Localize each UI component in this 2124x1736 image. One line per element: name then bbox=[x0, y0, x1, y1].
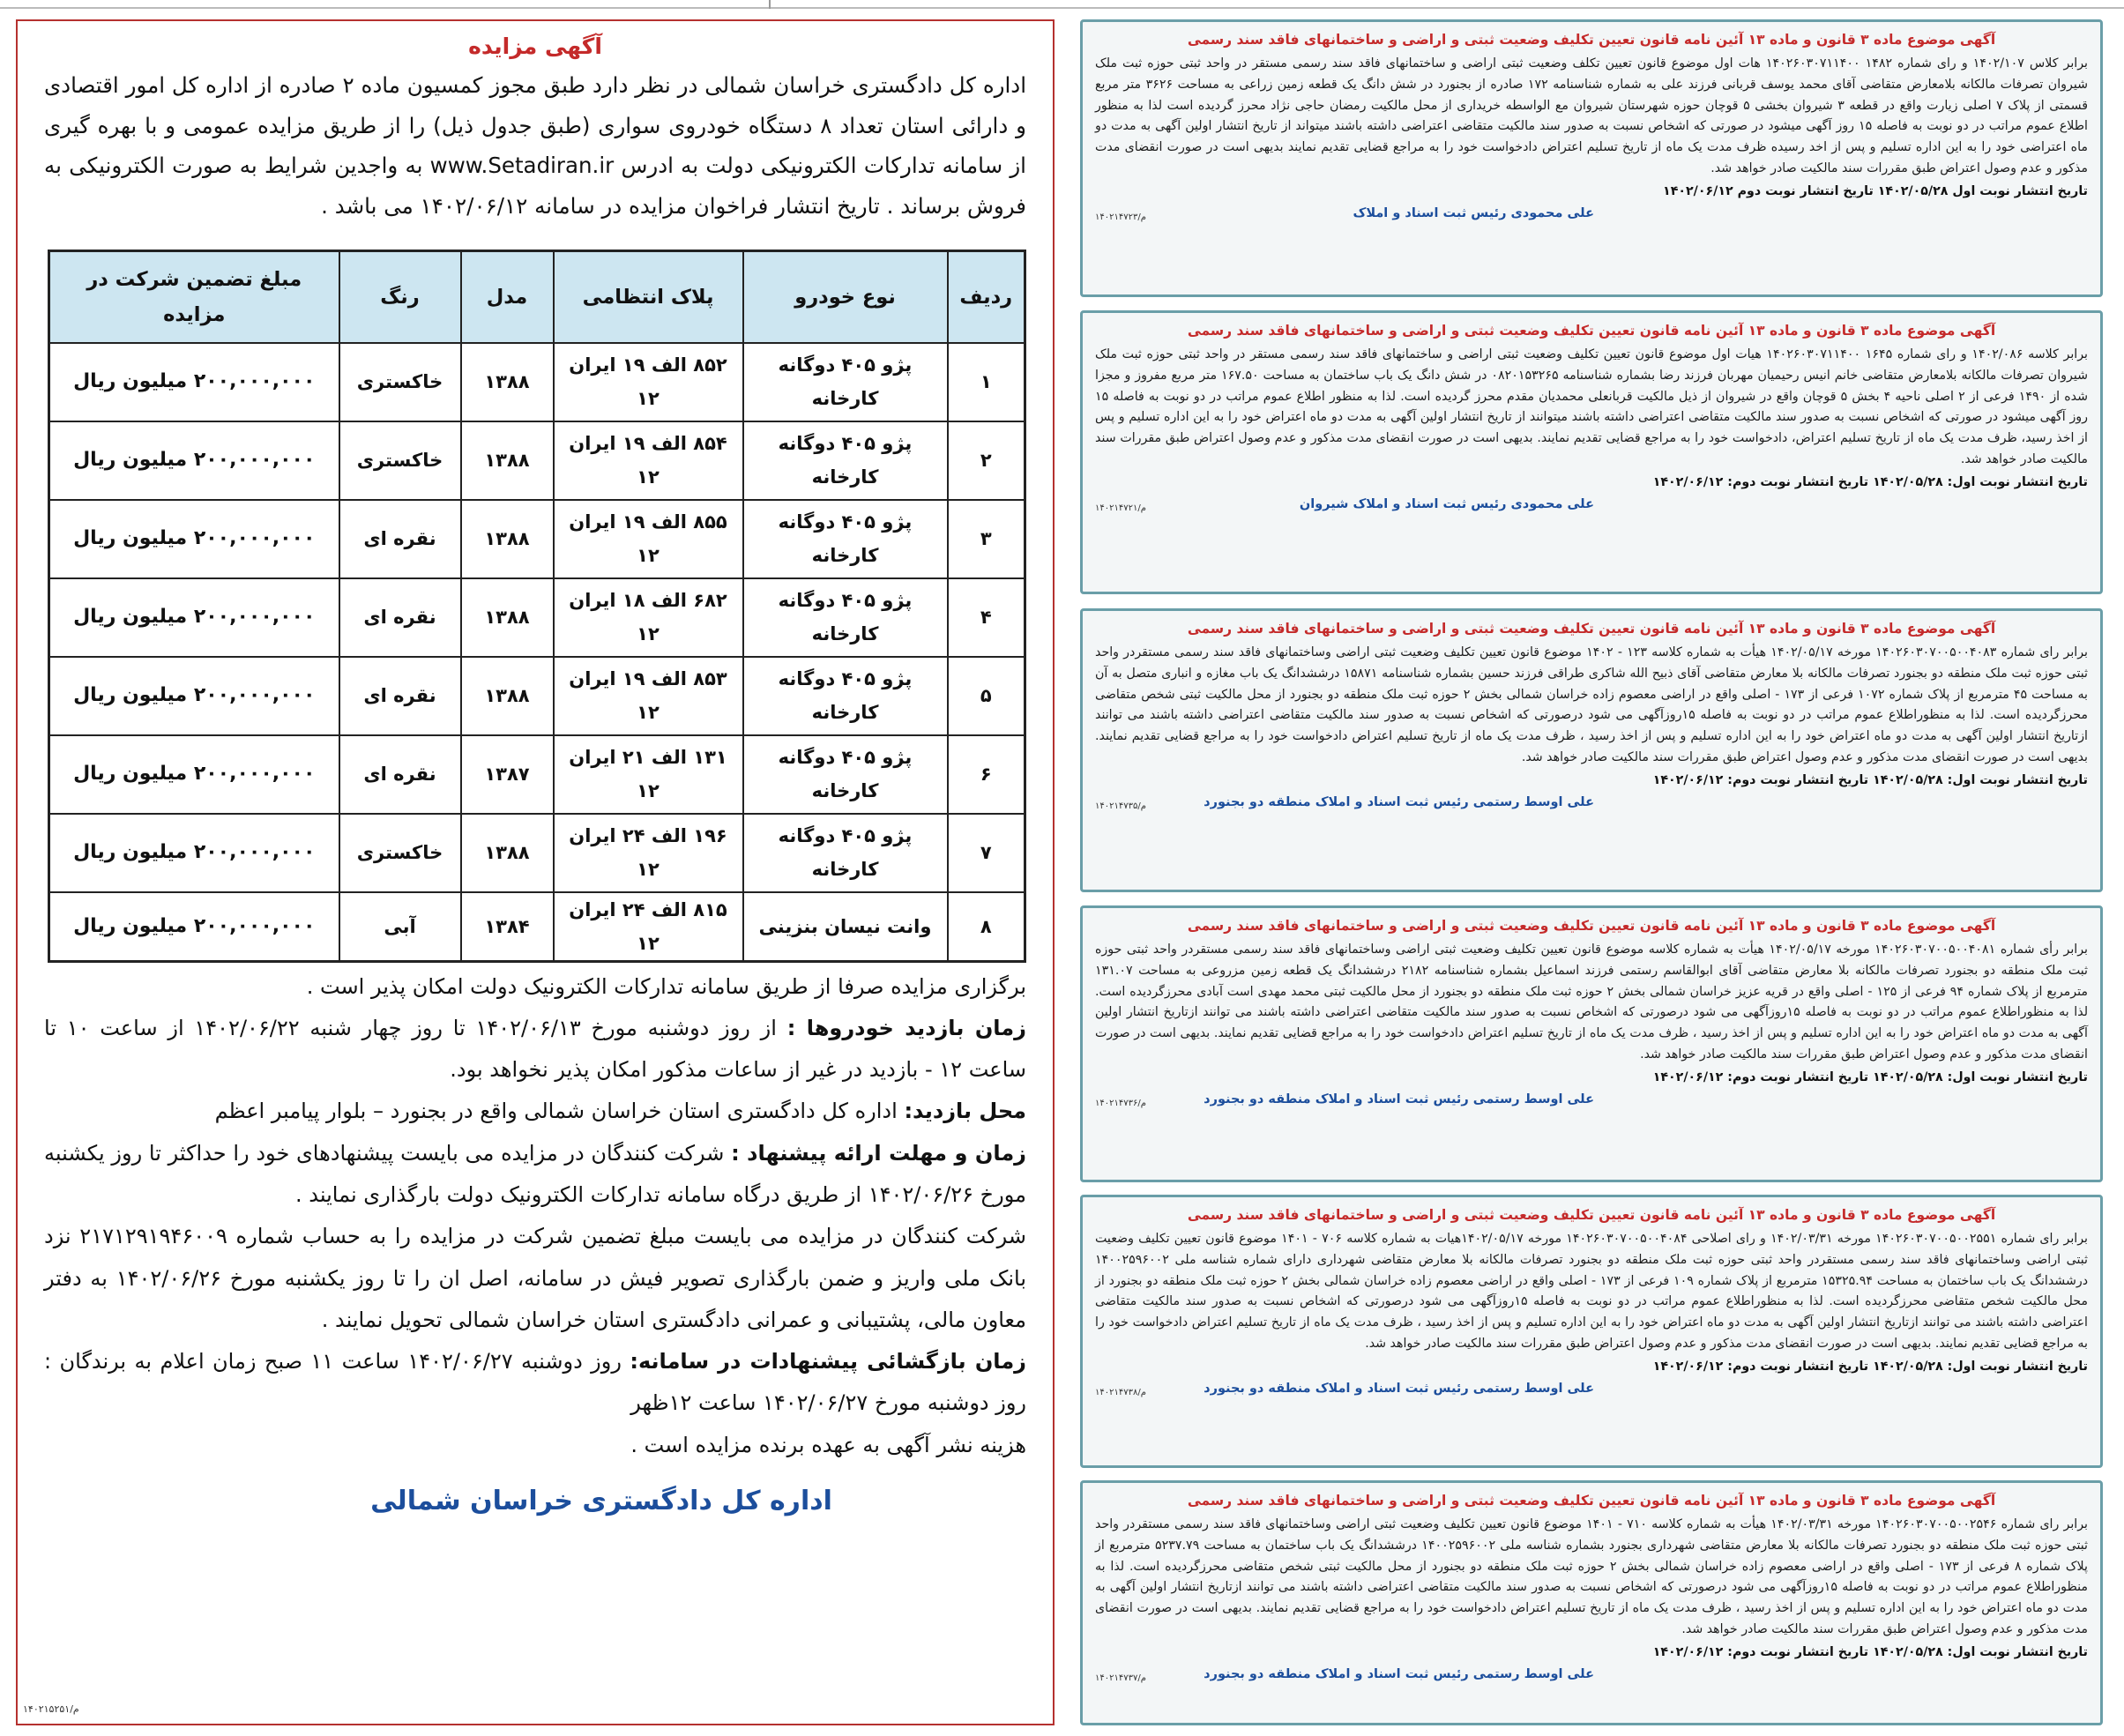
notice-title: آگهی موضوع ماده ۳ قانون و ماده ۱۳ آئین نامه قانون تعیین تکلیف وضعیت ثبتی و اراضی و ساختمانهای فاقد سند رسمی bbox=[1187, 918, 1996, 934]
notice-code: م/۱۴۰۲۱۴۷۳۵ bbox=[1095, 801, 1146, 811]
cell-row-number: ۶ bbox=[948, 735, 1025, 814]
notice-body: برابر رای شماره ۱۴۰۲۶۰۳۰۷۰۰۵۰۰۴۰۸۳ مورخه ۱۴۰۲/۰۵/۱۷ هیأت به شماره کلاسه ۱۲۳ - ۱۴۰۲ موضوع قانون تعیین تکلیف وضعیت ثبتی اراضی وساختمانهای فاقد سند رسمی مستقردر واحد ثبتی حوزه ثبت ملک منطقه دو بجنورد تصرفات مالکانه بلا معارض متقاضی آقای ذبیح الله شاکری طراقی فرزند حسین بشماره شناسنامه ۱۵۸۷۱ درششدانگ یک باب مغازه و انباری متصل به آن به مساحت ۴۵ مترمربع از پلاک شماره ۱۰۷۲ فرعی از ۱۷۳ - اصلی واقع در اراضی معصوم زاده خراسان شمالی بخش ۲ حوزه ثبت ملک منطقه دو بجنورد از محل مالکیت ثبتی شخص متقاضی محرزگردیده است. لذا به منظوراطلاع عموم مراتب در دو نوبت به فاصله ۱۵روزآگهی می شود درصورتی که اشخاص نسبت به صدور سند مالکیت متقاضی اعتراضی داشته باشند می توانند ازتاریخ انتشار اولین آگهی به مدت دو ماه اعتراض خود را به این اداره تسلیم و پس از اخذ رسید ، ظرف مدت یک ماه از تاریخ تسلیم اعتراض دادخواست خود را به مراجع قضایی تقدیم نمایند. بدیهی است در صورت انقضای مدت مذکور و عدم وصول اعتراض طبق مقررات سند مالکیت صادر خواهد شد. bbox=[1095, 645, 2088, 764]
cell-guarantee: ۲۰۰,۰۰۰,۰۰۰ میلیون ریال bbox=[49, 814, 339, 892]
cell-vehicle-type: وانت نیسان بنزینی bbox=[743, 892, 948, 962]
cell-guarantee: ۲۰۰,۰۰۰,۰۰۰ میلیون ریال bbox=[49, 892, 339, 962]
table-row bbox=[49, 657, 1025, 735]
notice-dates: تاریخ انتشار نوبت اول ۱۴۰۲/۰۵/۲۸ تاریخ انتشار نوبت دوم ۱۴۰۲/۰۶/۱۲ bbox=[1663, 183, 2088, 198]
visit-time-text: از روز دوشنبه مورخ ۱۴۰۲/۰۶/۱۳ تا روز چهار شنبه ۱۴۰۲/۰۶/۲۲ از ساعت ۱۰ تا ساعت ۱۲ - بازدید در غیر از ساعات مذکور امکان پذیر نخواهد بود. bbox=[44, 1015, 1026, 1083]
cell-model: ۱۳۸۸ bbox=[461, 657, 554, 735]
cell-color: نقره ای bbox=[339, 735, 461, 814]
cell-plate: ۸۱۵ الف ۲۴ ایران ۱۲ bbox=[554, 892, 743, 962]
cell-row-number: ۵ bbox=[948, 657, 1025, 735]
table-row bbox=[49, 421, 1025, 500]
notice-5 bbox=[1080, 1195, 2103, 1468]
notice-footer bbox=[1095, 1381, 2088, 1404]
deposit-instructions: شرکت کنندگان در مزایده می بایست مبلغ تضمین شرکت در مزایده را به حساب شماره ۲۱۷۱۲۹۱۹۴۶۰۰۹ نزد بانک ملی واریز و ضمن بارگذاری تصویر فیش در سامانه، اصل ان را تا روز یکشنبه مورخ ۱۴۰۲/۰۶/۲۶ به دفتر معاون مالی، پشتیبانی و عمرانی دادگستری استان خراسان شمالی تحویل نمایند . bbox=[44, 1224, 1027, 1332]
notice-4 bbox=[1080, 905, 2103, 1182]
notice-body: برابر کلاسه ۱۴۰۲/۰۸۶ و رای شماره ۱۶۴۵ ۱۴۰۲۶۰۳۰۷۱۱۴۰۰ هیات اول موضوع قانون تعیین تکلیف وضعیت ثبتی اراضی و ساختمانهای فاقد سند رسمی مستقر در واحد ثبتی حوزه ثبت ملک شیروان تصرفات مالکانه بلامعارض متقاضی خانم انیس رحیمیان مهربان فرزند رضا بشماره شناسنامه ۰۸۲۰۱۵۳۲۶۵ در شش دانگ یک باب ساختمان به مساحت ۱۶۷.۵۰ متر مربع مفروز و مجزا شده از ۱۴۹۰ فرعی از ۲ اصلی ناحیه ۴ بخش ۵ قوچان واقع در شیروان از ذیل مالکیت قربانعلی محمدیان مقدم محرز گردیده است. لذا به منظور اطلاع عموم مراتب در دو نوبت به فاصله ۱۵ روز آگهی میشود در صورتی که اشخاص نسبت به صدور سند مالکیت متقاضی اعتراضی داشته باشند میتوانند از تاریخ انتشار اولین آگهی به مدت دو ماه اعتراض خود را به این اداره تسلیم و پس از اخذ رسید، ظرف مدت یک ماه از تاریخ تسلیم اعتراض، دادخواست خود را به مراجع قضایی تقدیم نمایند. بدیهی است در صورت انقضای مدت مذکور و عدم وصول اعتراض طبق مقررات سند مالکیت صادر خواهد شد. bbox=[1095, 347, 2089, 466]
header-plate: پلاک انتظامی bbox=[554, 251, 743, 343]
cell-model: ۱۳۸۷ bbox=[461, 735, 554, 814]
cell-row-number: ۸ bbox=[948, 892, 1025, 962]
cell-row-number: ۴ bbox=[948, 578, 1025, 657]
holding-note: برگزاری مزایده صرفا از طریق سامانه تدارکات الکترونیک دولت امکان پذیر است . bbox=[306, 973, 1026, 999]
notice-signature: علی محمودی رئیس ثبت اسناد و املاک شیروان bbox=[1299, 496, 1594, 511]
cell-vehicle-type: پژو ۴۰۵ دوگانه کارخانه bbox=[743, 657, 948, 735]
table-row bbox=[49, 578, 1025, 657]
cell-color: خاکستری bbox=[339, 814, 461, 892]
vehicle-table bbox=[48, 250, 1026, 963]
cell-color: نقره ای bbox=[339, 657, 461, 735]
notice-3 bbox=[1080, 608, 2103, 892]
notice-1 bbox=[1080, 19, 2103, 297]
notice-signature: علی اوسط رستمی رئیس ثبت اسناد و املاک منطقه دو بجنورد bbox=[1204, 794, 1594, 809]
notice-title: آگهی موضوع ماده ۳ قانون و ماده ۱۳ آئین نامه قانون تعیین تکلیف وضعیت ثبتی و اراضی و ساختمانهای فاقد سند رسمی bbox=[1187, 323, 1996, 339]
cell-color: خاکستری bbox=[339, 343, 461, 421]
table-row bbox=[49, 892, 1025, 962]
notice-body: برابر رای شماره ۱۴۰۲۶۰۳۰۷۰۰۵۰۰۲۵۵۱ مورخه ۱۴۰۲/۰۳/۳۱ و رای اصلاحی ۱۴۰۲۶۰۳۰۷۰۰۵۰۰۴۰۸۴ مورخه ۱۴۰۲/۰۵/۱۷هیات به شماره کلاسه ۷۰۶ - ۱۴۰۱ موضوع قانون تعیین تکلیف وضعیت ثبتی اراضی وساختمانهای فاقد سند رسمی مستقردر واحد ثبتی حوزه ثبت ملک منطقه دو بجنورد تصرفات مالکانه بلا معارض متقاضی شهرداری دارای شماره شناسه ملی ۱۴۰۰۲۵۹۶۰۰۲ درششدانگ یک باب ساختمان به مساحت ۱۵۳۲۵.۹۴ مترمربع از پلاک شماره ۱۰۹ فرعی از ۱۷۳ - اصلی واقع در اراضی معصوم زاده خراسان شمالی بخش ۲ حوزه ثبت ملک منطقه دو بجنورد از محل مالکیت شخص متقاضی محرزگردیده است. لذا به منظوراطلاع عموم مراتب در دو نوبت به فاصله ۱۵روزآگهی می شود درصورتی که اشخاص نسبت به صدور سند مالکیت متقاضی اعتراضی داشته باشند می توانند ازتاریخ انتشار اولین آگهی به مدت دو ماه اعتراض خود را به این اداره تسلیم و پس از اخذ رسید ، ظرف مدت یک ماه از تاریخ تسلیم اعتراض دادخواست خود را به مراجع قضایی تقدیم نمایند. بدیهی است در صورت انقضای مدت مذکور و عدم وصول اعتراض طبق مقررات سند مالکیت صادر خواهد شد. bbox=[1095, 1232, 2089, 1351]
notice-footer bbox=[1095, 496, 2088, 519]
notice-body: برابر رأی شماره ۱۴۰۲۶۰۳۰۷۰۰۵۰۰۴۰۸۱ مورخه ۱۴۰۲/۰۵/۱۷ هیأت به شماره کلاسه موضوع قانون تعیین تکلیف وضعیت ثبتی اراضی وساختمانهای فاقد سند رسمی مستقردر واحد ثبتی حوزه ثبت ملک منطقه دو بجنورد تصرفات مالکانه بلا معارض متقاضی آقای ابوالقاسم رستمی فرزند اسماعیل بشماره شناسنامه ۲۱۸۲ درششدانگ یک قطعه زمین مزروعی به مساحت ۱۳۱.۰۷ مترمربع از پلاک شماره ۹۴ فرعی از ۱۲۵ - اصلی واقع در قریه عزیز خراسان شمالی بخش ۲ حوزه ثبت ملک منطقه دو بجنورد از محل مالکیت ثبتی محمد مهدی است آبادی محرزگردیده است. لذا به منظوراطلاع عموم مراتب در دو نوبت به فاصله ۱۵روزآگهی می شود درصورتی که اشخاص نسبت به صدور سند مالکیت متقاضی اعتراضی داشته باشند می توانند ازتاریخ انتشار اولین آگهی به مدت دو ماه اعتراض خود را به این اداره تسلیم و پس از اخذ رسید ، ظرف مدت یک ماه از تاریخ تسلیم اعتراض دادخواست خود را به مراجع قضایی تقدیم نمایند. بدیهی است در صورت انقضای مدت مذکور و عدم وصول اعتراض طبق مقررات سند مالکیت صادر خواهد شد. bbox=[1095, 943, 2089, 1062]
cell-row-number: ۳ bbox=[948, 500, 1025, 578]
offer-deadline-label: زمان و مهلت ارائه پیشنهاد : bbox=[731, 1140, 1027, 1166]
top-rule bbox=[0, 0, 2124, 9]
notice-code: م/۱۴۰۲۱۴۷۲۳ bbox=[1095, 212, 1146, 222]
header-model: مدل bbox=[461, 251, 554, 343]
notice-body: برابر رای شماره ۱۴۰۲۶۰۳۰۷۰۰۵۰۰۲۵۴۶ مورخه ۱۴۰۲/۰۳/۳۱ هیأت به شماره کلاسه ۷۱۰ - ۱۴۰۱ موضوع قانون تعیین تکلیف وضعیت ثبتی اراضی وساختمانهای فاقد سند رسمی مستقردر واحد ثبتی حوزه ثبت ملک منطقه دو بجنورد تصرفات مالکانه بلا معارض متقاضی شهرداری بجنورد بشماره شناسه ملی ۱۴۰۰۲۵۹۶۰۰۲ درششدانگ یک باب ساختمان به مساحت ۵۲۳۷.۷۹ مترمربع از پلاک شماره ۸ فرعی از ۱۷۳ - اصلی واقع در اراضی معصوم زاده خراسان شمالی بخش ۲ حوزه ثبت ملک منطقه دو بجنورد از محل مالکیت ثبتی شخص متقاضی محرزگردیده است. لذا به منظوراطلاع عموم مراتب در دو نوبت به فاصله ۱۵روزآگهی می شود درصورتی که اشخاص نسبت به صدور سند مالکیت متقاضی اعتراضی داشته باشند می توانند ازتاریخ انتشار اولین آگهی به مدت دو ماه اعتراض خود را به این اداره تسلیم و پس از اخذ رسید ، ظرف مدت یک ماه از تاریخ تسلیم اعتراض دادخواست خود را به مراجع قضایی تقدیم نمایند. بدیهی است در صورت انقضای مدت مذکور و عدم وصول اعتراض طبق مقررات سند مالکیت صادر خواهد شد. bbox=[1095, 1517, 2088, 1636]
cell-color: نقره ای bbox=[339, 500, 461, 578]
table-row bbox=[49, 500, 1025, 578]
setadiran-link[interactable]: www.Setadiran.ir bbox=[429, 153, 615, 178]
cell-plate: ۱۳۱ الف ۲۱ ایران ۱۲ bbox=[554, 735, 743, 814]
table-row bbox=[49, 814, 1025, 892]
notice-signature: علی اوسط رستمی رئیس ثبت اسناد و املاک منطقه دو بجنورد bbox=[1204, 1666, 1594, 1681]
cell-plate: ۶۸۲ الف ۱۸ ایران ۱۲ bbox=[554, 578, 743, 657]
cell-guarantee: ۲۰۰,۰۰۰,۰۰۰ میلیون ریال bbox=[49, 343, 339, 421]
cell-plate: ۸۵۳ الف ۱۹ ایران ۱۲ bbox=[554, 657, 743, 735]
cell-color: نقره ای bbox=[339, 578, 461, 657]
cell-plate: ۸۵۵ الف ۱۹ ایران ۱۲ bbox=[554, 500, 743, 578]
visit-time bbox=[44, 1008, 1026, 1092]
cell-guarantee: ۲۰۰,۰۰۰,۰۰۰ میلیون ریال bbox=[49, 735, 339, 814]
offer-deadline-text: شرکت کنندگان در مزایده می بایست پیشنهادهای خود را حداکثر تا روز یکشنبه مورخ ۱۴۰۲/۰۶/۲۶ از طریق درگاه سامانه تدارکات الکترونیک دولت بارگذاری نمایند . bbox=[44, 1140, 1026, 1207]
cell-vehicle-type: پژو ۴۰۵ دوگانه کارخانه bbox=[743, 500, 948, 578]
offer-deadline bbox=[44, 1133, 1026, 1217]
notices-column bbox=[1080, 19, 2103, 1725]
cell-vehicle-type: پژو ۴۰۵ دوگانه کارخانه bbox=[743, 578, 948, 657]
cell-vehicle-type: پژو ۴۰۵ دوگانه کارخانه bbox=[743, 814, 948, 892]
notice-code: م/۱۴۰۲۱۴۷۳۸ bbox=[1095, 1387, 1146, 1397]
notice-code: م/۱۴۰۲۱۴۷۲۱ bbox=[1095, 503, 1146, 513]
cell-model: ۱۳۸۸ bbox=[461, 343, 554, 421]
auction-code: م/۱۴۰۲۱۵۲۵۱ bbox=[23, 1703, 79, 1715]
notice-signature: علی محمودی رئیس ثبت اسناد و املاک bbox=[1353, 205, 1594, 220]
visit-place bbox=[44, 1091, 1026, 1132]
cell-guarantee: ۲۰۰,۰۰۰,۰۰۰ میلیون ریال bbox=[49, 578, 339, 657]
header-guarantee: مبلغ تضمین شرکت در مزایده bbox=[49, 251, 339, 343]
cell-model: ۱۳۸۴ bbox=[461, 892, 554, 962]
cell-vehicle-type: پژو ۴۰۵ دوگانه کارخانه bbox=[743, 421, 948, 500]
opening-time-label: زمان بازگشائی پیشنهادات در سامانه: bbox=[630, 1349, 1026, 1375]
cell-plate: ۸۵۲ الف ۱۹ ایران ۱۲ bbox=[554, 343, 743, 421]
notice-signature: علی اوسط رستمی رئیس ثبت اسناد و املاک منطقه دو بجنورد bbox=[1204, 1381, 1594, 1396]
notice-dates: تاریخ انتشار نوبت اول: ۱۴۰۲/۰۵/۲۸ تاریخ انتشار نوبت دوم: ۱۴۰۲/۰۶/۱۲ bbox=[1652, 1069, 2088, 1084]
cell-vehicle-type: پژو ۴۰۵ دوگانه کارخانه bbox=[743, 735, 948, 814]
header-color: رنگ bbox=[339, 251, 461, 343]
notice-title: آگهی موضوع ماده ۳ قانون و ماده ۱۳ آئین نامه قانون تعیین تکلیف وضعیت ثبتی و اراضی و ساختمانهای فاقد سند رسمی bbox=[1187, 32, 1996, 48]
notice-dates: تاریخ انتشار نوبت اول: ۱۴۰۲/۰۵/۲۸ تاریخ انتشار نوبت دوم: ۱۴۰۲/۰۶/۱۲ bbox=[1652, 1359, 2088, 1374]
cell-row-number: ۱ bbox=[948, 343, 1025, 421]
auction-intro bbox=[44, 65, 1026, 226]
cell-guarantee: ۲۰۰,۰۰۰,۰۰۰ میلیون ریال bbox=[49, 657, 339, 735]
notice-footer bbox=[1095, 1092, 2088, 1114]
cell-model: ۱۳۸۸ bbox=[461, 814, 554, 892]
cell-model: ۱۳۸۸ bbox=[461, 421, 554, 500]
notice-title: آگهی موضوع ماده ۳ قانون و ماده ۱۳ آئین نامه قانون تعیین تکلیف وضعیت ثبتی و اراضی و ساختمانهای فاقد سند رسمی bbox=[1187, 1493, 1996, 1509]
auction-signature: اداره کل دادگستری خراسان شمالی bbox=[370, 1486, 832, 1517]
notice-footer bbox=[1095, 205, 2088, 228]
header-vehicle-type: نوع خودرو bbox=[743, 251, 948, 343]
notice-title: آگهی موضوع ماده ۳ قانون و ماده ۱۳ آئین نامه قانون تعیین تکلیف وضعیت ثبتی و اراضی و ساختمانهای فاقد سند رسمی bbox=[1187, 621, 1996, 637]
notice-body: برابر کلاس ۱۴۰۲/۱۰۷ و رای شماره ۱۴۸۲ ۱۴۰۲۶۰۳۰۷۱۱۴۰۰ هات اول موضوع قانون تعیین تکلف وضعیت ثبتی اراضی و ساختمانهای فاقد سند رسمی مستقر در واحد ثبتی حوزه ثبت ملک شیروان تصرفات مالکانه بلامعارض متقاضی آقای محمد یوسف قربانی فرزند علی به شماره شناسنامه ۱۷۲ صادره از بجنورد در شش دانگ یک قطعه زمین زراعی به مساحت ۳۶۲۶ متر مربع قسمتی از پلاک ۷ اصلی زیارت واقع در قطعه ۳ شیروان بخشی ۵ قوچان حوزه شهرستان شیروان مع الواسطه خریداری از محل مالکیت رمضان حاجی نژاد محرز گردیده است لذا به منظور اطلاع عموم مراتب در دو نوبت به فاصله ۱۵ روز آگهی میشود در صورتی که اشخاص نسبت به صدور سند مالکیت متقاضی اعتراضی داشته باشند میتواند از تاریخ انتشار اولین آگهی به مدت دو ماه اعتراضی خود را به این اداره تسلیم و پس از اخد رسیده ظرف مدت یک ماه از تاریخ تسلیم اعتراض دادخواست خود را به مراجع قضایی تقدیم نمایند بدیهی است در صورت انقضای مدت مذکور و عدم وصول اعتراض طبق مقررات سند مالکیت صادر خواهد شد. bbox=[1095, 56, 2089, 175]
notice-dates: تاریخ انتشار نوبت اول: ۱۴۰۲/۰۵/۲۸ تاریخ انتشار نوبت دوم: ۱۴۰۲/۰۶/۱۲ bbox=[1652, 474, 2088, 489]
opening-time bbox=[44, 1341, 1026, 1425]
cell-color: آبی bbox=[339, 892, 461, 962]
notice-signature: علی اوسط رستمی رئیس ثبت اسناد و املاک منطقه دو بجنورد bbox=[1204, 1092, 1594, 1106]
cell-plate: ۱۹۶ الف ۲۴ ایران ۱۲ bbox=[554, 814, 743, 892]
cell-guarantee: ۲۰۰,۰۰۰,۰۰۰ میلیون ریال bbox=[49, 500, 339, 578]
cell-guarantee: ۲۰۰,۰۰۰,۰۰۰ میلیون ریال bbox=[49, 421, 339, 500]
notice-footer bbox=[1095, 794, 2088, 817]
notice-6 bbox=[1080, 1480, 2103, 1725]
cell-color: خاکستری bbox=[339, 421, 461, 500]
table-header-row bbox=[49, 251, 1025, 343]
notice-dates: تاریخ انتشار نوبت اول: ۱۴۰۲/۰۵/۲۸ تاریخ انتشار نوبت دوم: ۱۴۰۲/۰۶/۱۲ bbox=[1652, 1644, 2088, 1659]
cell-model: ۱۳۸۸ bbox=[461, 578, 554, 657]
visit-place-label: محل بازدید: bbox=[904, 1099, 1026, 1124]
table-row bbox=[49, 343, 1025, 421]
cell-row-number: ۷ bbox=[948, 814, 1025, 892]
cell-plate: ۸۵۴ الف ۱۹ ایران ۱۲ bbox=[554, 421, 743, 500]
cell-model: ۱۳۸۸ bbox=[461, 500, 554, 578]
auction-details bbox=[44, 966, 1026, 1467]
auction-intro-text: اداره کل دادگستری خراسان شمالی در نظر دارد طبق مجوز کمسیون ماده ۲ صادره از اداره کل امور اقتصادی و دارائی استان تعداد ۸ دستگاه خودروی سواری (طبق جدول ذیل) را از طریق مزایده عمومی و با بهره گیری از سامانه تدارکات الکترونیکی دولت به ادرس bbox=[44, 72, 1027, 178]
visit-place-text: اداره کل دادگستری استان خراسان شمالی واقع در بجنورد – بلوار پیامبر اعظم bbox=[214, 1099, 898, 1124]
cell-vehicle-type: پژو ۴۰۵ دوگانه کارخانه bbox=[743, 343, 948, 421]
auction-notice bbox=[16, 19, 1055, 1725]
table-row bbox=[49, 735, 1025, 814]
auction-intro-text-continued: به واجدین شرایط به صورت الکترونیکی به فروش برساند . تاریخ انتشار فراخوان مزایده در سامانه ۱۴۰۲/۰۶/۱۲ می باشد . bbox=[44, 153, 1026, 219]
visit-time-label: زمان بازدید خودروها : bbox=[786, 1015, 1026, 1040]
cell-row-number: ۲ bbox=[948, 421, 1025, 500]
notice-code: م/۱۴۰۲۱۴۷۳۷ bbox=[1095, 1673, 1146, 1683]
notice-2 bbox=[1080, 310, 2103, 594]
notice-dates: تاریخ انتشار نوبت اول: ۱۴۰۲/۰۵/۲۸ تاریخ انتشار نوبت دوم: ۱۴۰۲/۰۶/۱۲ bbox=[1652, 772, 2088, 787]
opening-time-text: روز دوشنبه ۱۴۰۲/۰۶/۲۷ ساعت ۱۱ صبح زمان اعلام به برندگان : روز دوشنبه مورخ ۱۴۰۲/۰۶/۲۷ ساعت ۱۲ظهر bbox=[44, 1349, 1026, 1416]
notice-title: آگهی موضوع ماده ۳ قانون و ماده ۱۳ آئین نامه قانون تعیین تکلیف وضعیت ثبتی و اراضی و ساختمانهای فاقد سند رسمی bbox=[1187, 1207, 1996, 1223]
auction-title: آگهی مزایده bbox=[468, 34, 602, 59]
publication-cost-note: هزینه نشر آگهی به عهده برنده مزایده است . bbox=[630, 1432, 1026, 1457]
notice-code: م/۱۴۰۲۱۴۷۳۶ bbox=[1095, 1098, 1146, 1108]
header-row-number: ردیف bbox=[948, 251, 1025, 343]
notice-footer bbox=[1095, 1666, 2088, 1689]
top-rule-tick bbox=[769, 0, 771, 9]
